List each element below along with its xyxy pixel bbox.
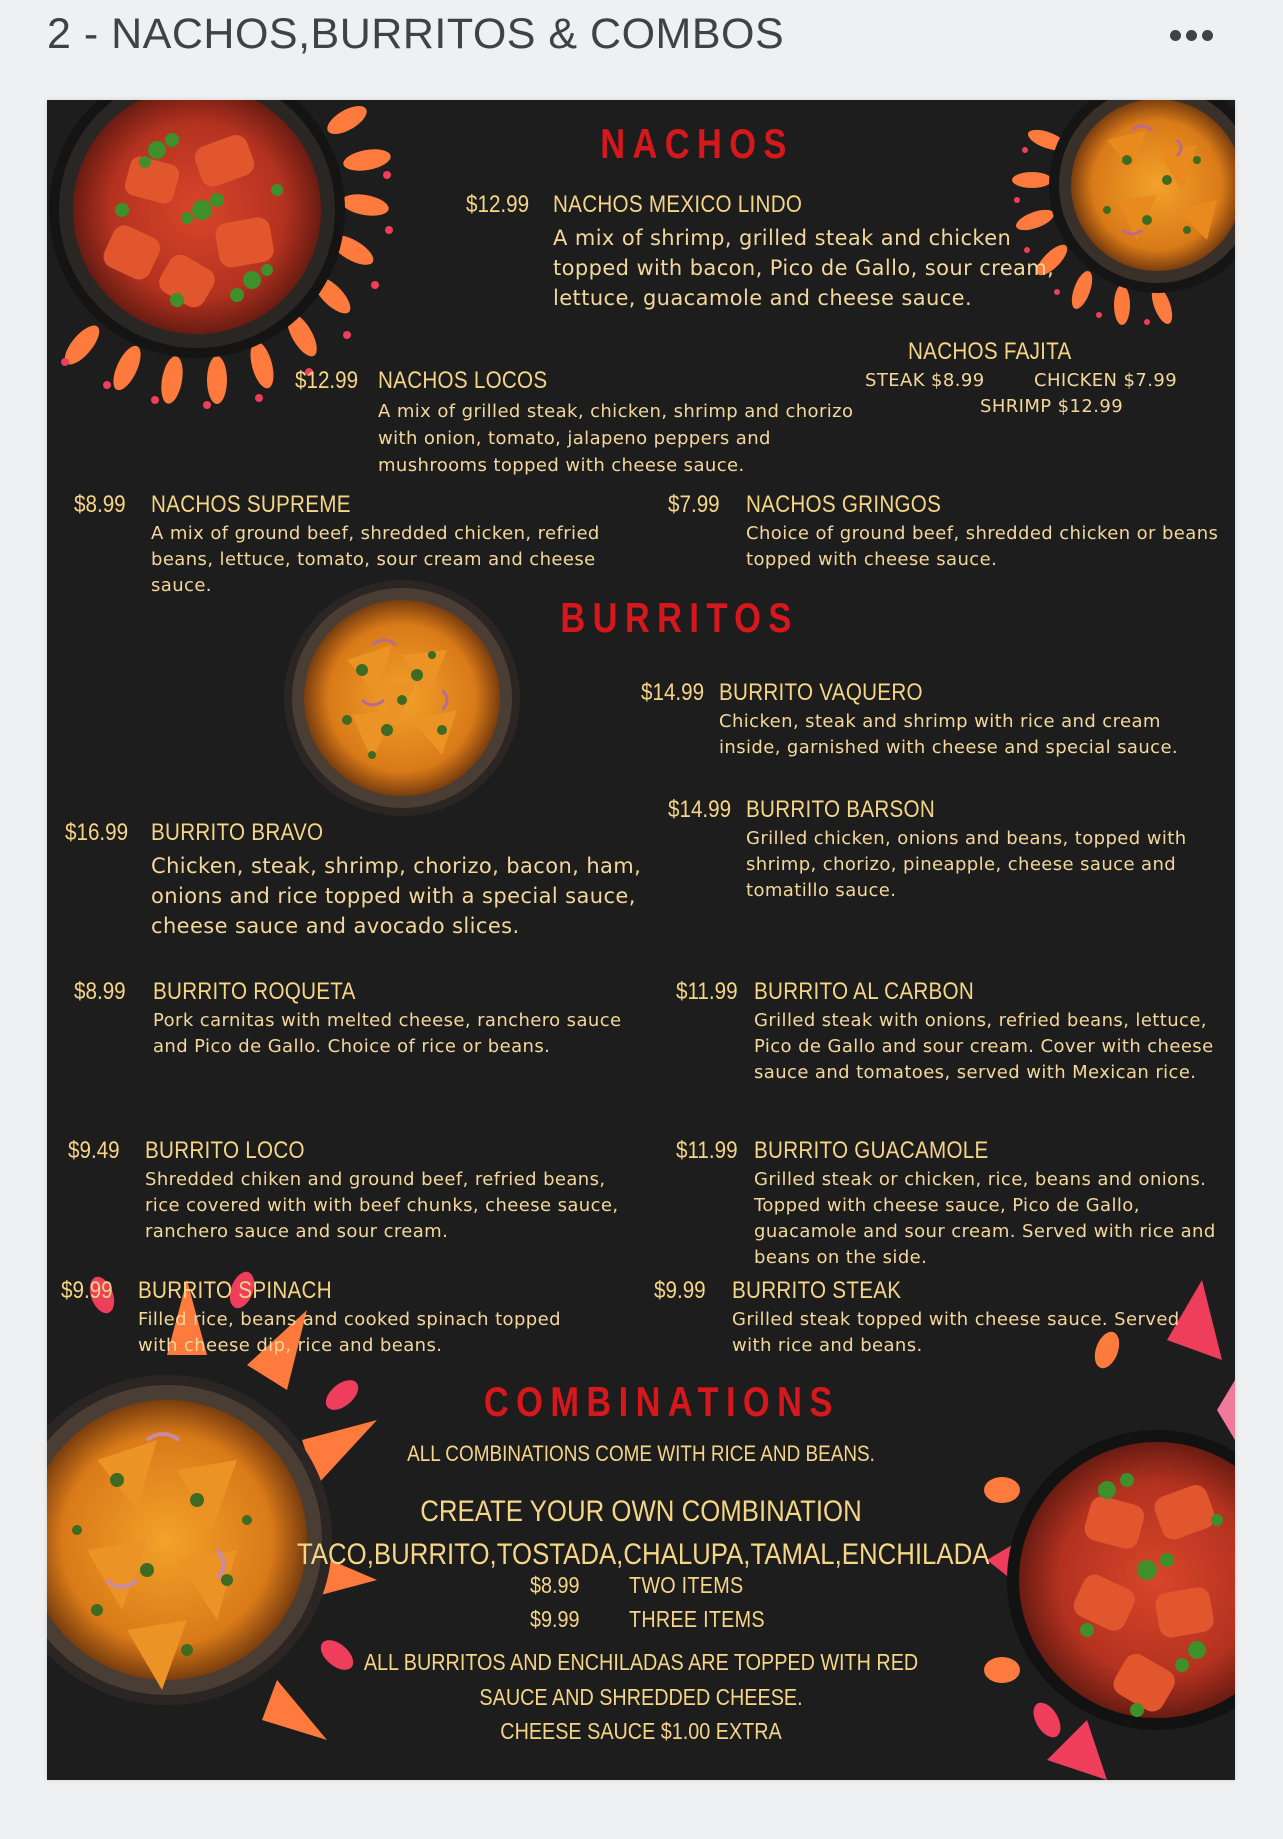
- three-items-price: $9.99: [530, 1606, 580, 1632]
- item-price: $9.99: [61, 1277, 113, 1304]
- item-description: Grilled steak with onions, refried beans, lettuce, Pico de Gallo and sour cream. Cover with cheese sauce and tomatoes, served with Mexican rice.: [754, 1010, 1214, 1083]
- item-price: $7.99: [668, 491, 720, 518]
- item-description: A mix of shrimp, grilled steak and chicken topped with bacon, Pico de Gallo, sour cream, lettuce, guacamole and cheese sauce.: [553, 226, 1055, 310]
- menu-image: [47, 100, 1235, 1780]
- chilaquiles-bowl-image: [284, 580, 520, 816]
- item-name: BURRITO SPINACH: [138, 1277, 332, 1304]
- item-option: STEAK $8.99: [865, 370, 985, 391]
- item-price: $16.99: [65, 819, 129, 846]
- two-items-price: $8.99: [530, 1572, 580, 1598]
- item-name: BURRITO LOCO: [145, 1137, 305, 1164]
- page-header: [0, 0, 1283, 70]
- item-name: NACHOS GRINGOS: [746, 491, 942, 518]
- item-price: $14.99: [641, 679, 705, 706]
- item-name: NACHOS SUPREME: [151, 491, 351, 518]
- item-price: $14.99: [668, 796, 732, 823]
- item-description: Grilled steak topped with cheese sauce. Served with rice and beans.: [732, 1309, 1180, 1356]
- item-price: $9.99: [654, 1277, 706, 1304]
- item-name: NACHOS FAJITA: [908, 338, 1072, 365]
- create-combination-heading: CREATE YOUR OWN COMBINATION: [420, 1495, 862, 1528]
- item-description: Chicken, steak and shrimp with rice and cream inside, garnished with cheese and special sauce.: [719, 711, 1179, 758]
- item-description: A mix of ground beef, shredded chicken, refried beans, lettuce, tomato, sour cream and cheese sauce.: [151, 523, 600, 596]
- item-name: BURRITO ROQUETA: [153, 978, 356, 1005]
- more-horizontal-icon: [1170, 30, 1181, 41]
- page-title: 2 - NACHOS,BURRITOS & COMBOS: [47, 10, 785, 58]
- section-heading-combinations: COMBINATIONS: [483, 1378, 840, 1425]
- section-heading-burritos: BURRITOS: [560, 594, 799, 641]
- item-option: SHRIMP $12.99: [980, 396, 1124, 417]
- item-price: $8.99: [74, 978, 126, 1005]
- footer-note: CHEESE SAUCE $1.00 EXTRA: [500, 1718, 782, 1744]
- item-name: BURRITO BRAVO: [151, 819, 324, 846]
- combinations-note: ALL COMBINATIONS COME WITH RICE AND BEANS.: [407, 1441, 875, 1466]
- item-name: BURRITO STEAK: [732, 1277, 902, 1304]
- three-items-label: THREE ITEMS: [629, 1606, 765, 1632]
- item-name: NACHOS MEXICO LINDO: [553, 191, 803, 218]
- combination-options: TACO,BURRITO,TOSTADA,CHALUPA,TAMAL,ENCHILADA: [297, 1538, 990, 1571]
- item-name: BURRITO BARSON: [746, 796, 936, 823]
- item-price: $12.99: [295, 367, 359, 394]
- item-name: BURRITO GUACAMOLE: [754, 1137, 989, 1164]
- item-description: Grilled chicken, onions and beans, topped with shrimp, chorizo, pineapple, cheese sauce and tomatillo sauce.: [746, 828, 1187, 901]
- more-options-button[interactable]: [1160, 24, 1224, 44]
- item-option: CHICKEN $7.99: [1034, 370, 1178, 391]
- item-price: $12.99: [466, 191, 530, 218]
- item-price: $11.99: [676, 978, 738, 1005]
- item-description: Shredded chiken and ground beef, refried beans, rice covered with with beef chunks, cheese sauce, ranchero sauce and sour cream.: [145, 1169, 619, 1242]
- two-items-label: TWO ITEMS: [629, 1572, 744, 1598]
- item-name: NACHOS LOCOS: [378, 367, 548, 394]
- item-name: BURRITO AL CARBON: [754, 978, 975, 1005]
- item-description: Choice of ground beef, shredded chicken or beans topped with cheese sauce.: [746, 523, 1219, 570]
- item-description: Filled rice, beans and cooked spinach topped with cheese dip, rice and beans.: [138, 1309, 561, 1356]
- footer-note: ALL BURRITOS AND ENCHILADAS ARE TOPPED WITH RED: [363, 1649, 919, 1675]
- item-description: Chicken, steak, shrimp, chorizo, bacon, ham, onions and rice topped with a special sauce, cheese sauce and avocado slices.: [151, 854, 642, 938]
- item-description: Pork carnitas with melted cheese, ranchero sauce and Pico de Gallo. Choice of rice or beans.: [153, 1010, 622, 1057]
- item-description: Grilled steak or chicken, rice, beans and onions. Topped with cheese sauce, Pico de Gallo, guacamole and sour cream. Served with rice and beans on the side.: [754, 1169, 1216, 1268]
- chicken-tikka-bowl-image: [49, 100, 393, 409]
- item-price: $11.99: [676, 1137, 738, 1164]
- item-price: $9.49: [68, 1137, 120, 1164]
- section-heading-nachos: NACHOS: [600, 120, 794, 167]
- item-name: BURRITO VAQUERO: [719, 679, 923, 706]
- item-price: $8.99: [74, 491, 126, 518]
- footer-note: SAUCE AND SHREDDED CHEESE.: [479, 1684, 803, 1710]
- item-description: A mix of grilled steak, chicken, shrimp and chorizo with onion, tomato, jalapeno peppers and mushrooms topped with cheese sauce.: [378, 401, 854, 476]
